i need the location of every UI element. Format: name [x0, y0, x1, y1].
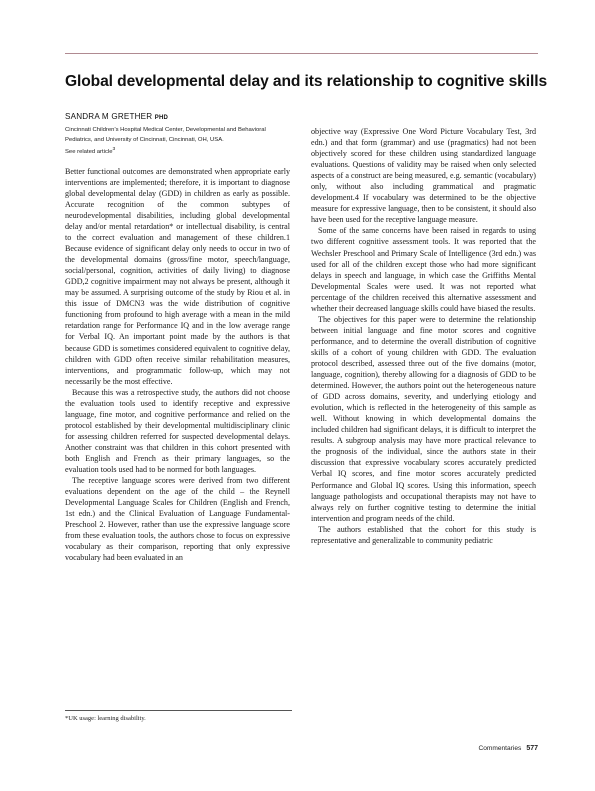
article-title: Global developmental delay and its relationship to cognitive skills — [65, 73, 548, 90]
right-column — [311, 126, 536, 546]
header-rule — [65, 53, 538, 54]
body-paragraph: objective way (Expressive One Word Picture Vocabulary Test, 3rd edn.) and that form (grammar) and use (pragmatics) had not been objectively scored for these children using standardized language evaluations. Questions of validity may be raised when only selected aspects of a construct are being measured, e.g. semantic (vocabulary) only, without also including grammatical and pragmatic development.4 If vocabulary was determined to be the objective measure for expressive language, then to be consistent, it should also have been used for the receptive language measure. — [311, 127, 536, 225]
footnote: *UK usage: learning disability. — [65, 715, 146, 722]
see-related-ref: 3 — [112, 147, 116, 153]
body-paragraph: The receptive language scores were derived from two different evaluations dependent on the age of the child – the Reynell Developmental Language Scales for Children (English and French, 1st edn.) and the Clinical Evaluation of Language Fundamental-Preschool 2. However, rather than use the expressive language score from these evaluation tools, the authors chose to focus on expressive vocabulary as their comparison, reporting that only expressive vocabulary had been evaluated in an — [65, 476, 290, 563]
body-paragraph: The objectives for this paper were to determine the relationship between initial language and fine motor scores and cognitive performance, and to determine the overall distribution of cognitive skills of a cohort of young children with GDD. The evaluation protocol described, assessed three out of the five domains (motor, language, cognition), thereby allowing for a diagnosis of GDD to be determined. However, the authors point out the heterogeneous nature of GDD across domains, severity, and underlying etiology and evolution, which is reflected in the heterogeneity of this sample as well. Without knowing in which developmental domains the included children had significant delays, it is difficult to interpret the results. A subgroup analysis may have more practical relevance to the prognosis of the individual, since the authors state in their discussion that expressive vocabulary scores accurately predicted Verbal IQ scores, and fine motor scores accurately predicted Performance and Global IQ scores. Using this information, speech language pathologists and occupational therapists may not have to always rely on further cognitive testing to determine the initial intervention and program needs of the child. — [311, 314, 536, 523]
author-degree: PHD — [154, 115, 169, 121]
see-related-article — [65, 145, 290, 158]
body-paragraph: Some of the same concerns have been raised in regards to using two different cognitive assessment tools. It was reported that the Wechsler Preschool and Primary Scale of Intelligence (3rd edn.) was used for all of the children except those who had more significant delays in speech and language, in which case the Griffiths Mental Developmental Scales were used. It was not reported what percentage of the children received this alternative assessment and whether their decreased language skills could have biased the results. — [311, 226, 536, 313]
footnote-rule — [65, 710, 292, 711]
body-paragraph: Better functional outcomes are demonstrated when appropriate early interventions are implemented; therefore, it is important to diagnose global developmental delay (GDD) in children as early as possible. Accurate recognition of the common subtypes of neurodevelopmental disabilities, including global developmental delay and/or mental retardation* or intellectual disability, is central to the correct evaluation and management of these children.1 Because evidence of significant delay only needs to occur in two of the developmental domains (gross/fine motor, speech/language, social/personal, cognition, activities of daily living) to diagnose GDD,2 cognitive impairment may not always be present, although it may be assumed. A surprising outcome of the study by Riou et al. in this issue of DMCN3 was the wide distribution of cognitive functioning from profound to high average with a mean in the mild retardation range for Performance IQ and in the low average range for Verbal IQ. An important point made by the authors is that because GDD is sometimes considered equivalent to cognitive delay, children with GDD often receive similar rehabilitation measures, interventions, and programmatic follow-up, which may not necessarily be the most effective. — [65, 166, 290, 386]
affiliation-line-2: Pediatrics, and University of Cincinnati, Cincinnati, OH, USA. — [65, 136, 224, 143]
affiliation-line-1: Cincinnati Children's Hospital Medical Center, Developmental and Behavioral — [65, 127, 266, 133]
left-column — [65, 112, 290, 563]
author-name: SANDRA M GRETHER — [65, 112, 153, 121]
footer-section: Commentaries — [478, 745, 522, 752]
body-paragraph: Because this was a retrospective study, the authors did not choose the evaluation tools used to identify receptive and expressive language, fine motor, and cognitive performance and relied on the protocol established by their developmental multidisciplinary clinic for assessing children referred for suspected developmental delays. Another constraint was that children in this cohort presented with both English and French as their primary languages, so the evaluation tools used had to be normed for both languages. — [65, 387, 290, 475]
page-number: 577 — [526, 745, 538, 752]
author-line — [65, 112, 290, 121]
body-paragraph: The authors established that the cohort for this study is representative and generalizable to community pediatric — [311, 524, 536, 545]
page-footer — [478, 745, 538, 752]
see-related-text: See related article — [65, 149, 113, 156]
